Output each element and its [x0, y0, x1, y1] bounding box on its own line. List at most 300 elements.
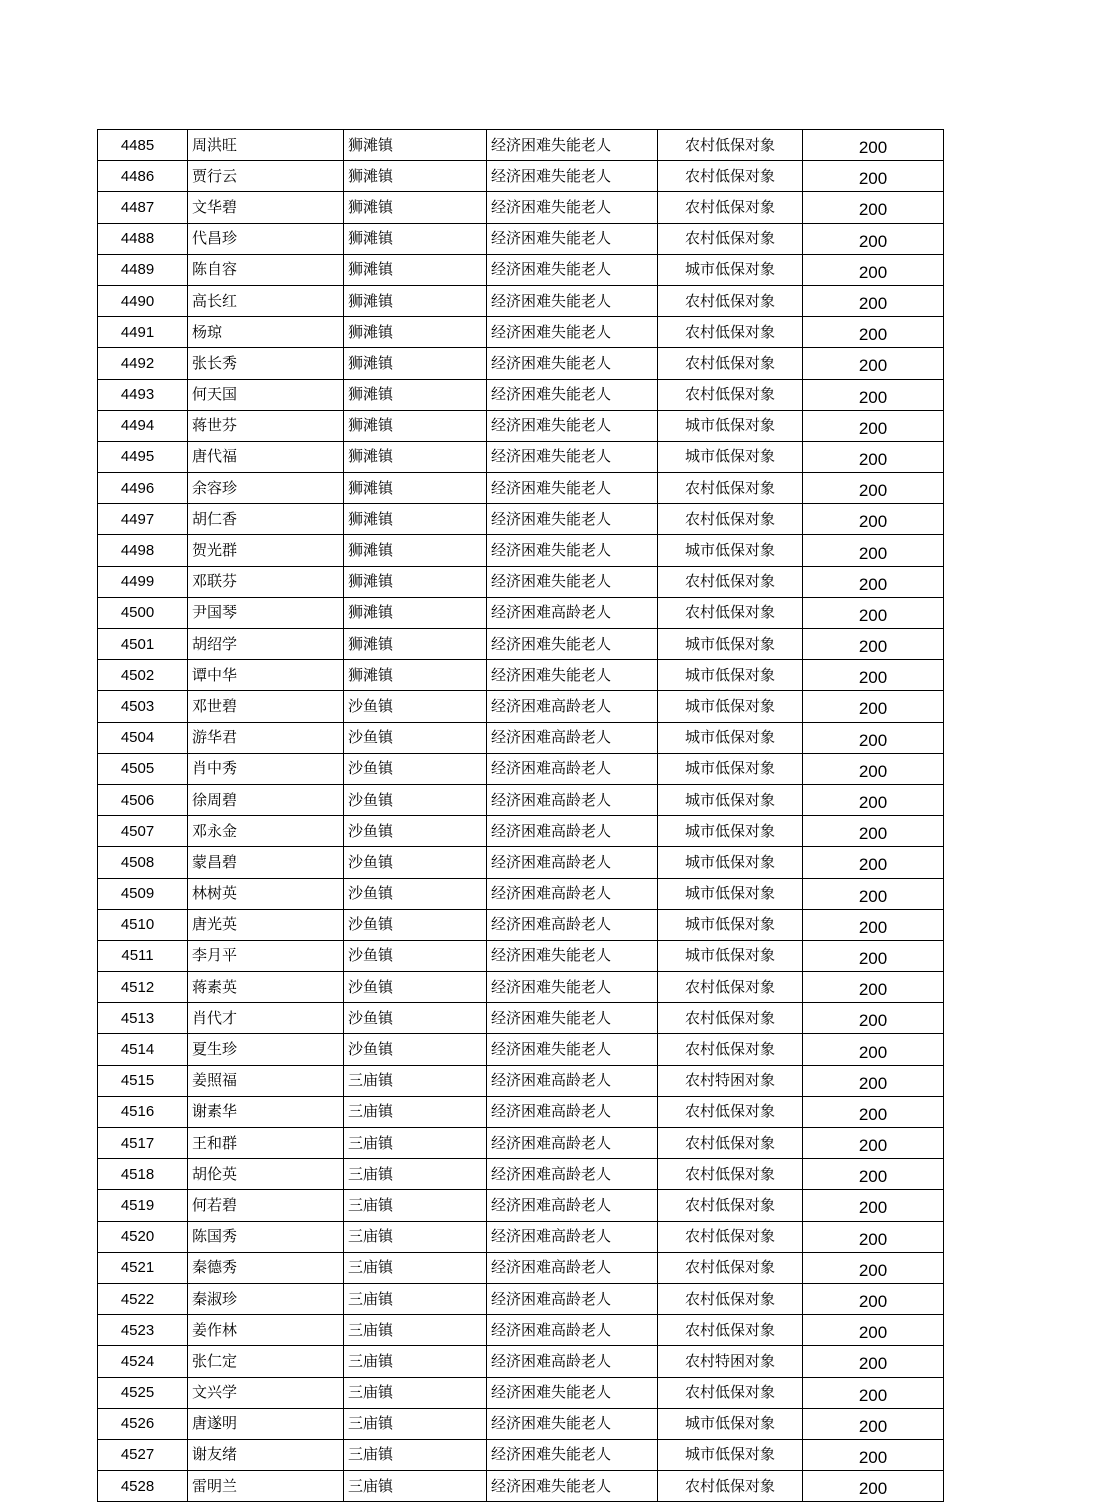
elder-type-cell: 经济困难失能老人: [487, 504, 658, 535]
name-cell: 徐周碧: [188, 784, 344, 815]
table-row: [98, 535, 944, 566]
name-cell: 张仁定: [188, 1346, 344, 1377]
town-cell: 三庙镇: [344, 1252, 487, 1283]
table-row: [98, 1315, 944, 1346]
assistance-category-cell: 农村低保对象: [658, 379, 803, 410]
town-cell: 沙鱼镇: [344, 972, 487, 1003]
table-row: [98, 473, 944, 504]
serial-number-cell: 4513: [98, 1003, 188, 1034]
amount-cell: 200: [803, 285, 944, 316]
town-cell: 狮滩镇: [344, 597, 487, 628]
table-row: [98, 847, 944, 878]
serial-number-cell: 4495: [98, 441, 188, 472]
table-row: [98, 722, 944, 753]
amount-cell: 200: [803, 1034, 944, 1065]
name-cell: 文兴学: [188, 1377, 344, 1408]
name-cell: 何天国: [188, 379, 344, 410]
amount-cell: 200: [803, 1096, 944, 1127]
assistance-category-cell: 城市低保对象: [658, 660, 803, 691]
amount-cell: 200: [803, 1408, 944, 1439]
town-cell: 狮滩镇: [344, 192, 487, 223]
amount-cell: 200: [803, 1128, 944, 1159]
serial-number-cell: 4503: [98, 691, 188, 722]
assistance-category-cell: 农村低保对象: [658, 972, 803, 1003]
table-row: [98, 1439, 944, 1470]
elder-type-cell: 经济困难失能老人: [487, 660, 658, 691]
table-row: [98, 691, 944, 722]
assistance-category-cell: 农村低保对象: [658, 1128, 803, 1159]
amount-cell: 200: [803, 1065, 944, 1096]
serial-number-cell: 4518: [98, 1159, 188, 1190]
name-cell: 雷明兰: [188, 1471, 344, 1502]
assistance-category-cell: 城市低保对象: [658, 940, 803, 971]
assistance-category-cell: 农村特困对象: [658, 1346, 803, 1377]
town-cell: 沙鱼镇: [344, 722, 487, 753]
name-cell: 秦淑珍: [188, 1283, 344, 1314]
town-cell: 沙鱼镇: [344, 691, 487, 722]
table-body: [98, 130, 944, 1502]
table-row: [98, 784, 944, 815]
name-cell: 谢友绪: [188, 1439, 344, 1470]
serial-number-cell: 4519: [98, 1190, 188, 1221]
town-cell: 三庙镇: [344, 1159, 487, 1190]
serial-number-cell: 4486: [98, 161, 188, 192]
amount-cell: 200: [803, 192, 944, 223]
elder-type-cell: 经济困难失能老人: [487, 1439, 658, 1470]
name-cell: 唐光英: [188, 909, 344, 940]
town-cell: 沙鱼镇: [344, 784, 487, 815]
amount-cell: 200: [803, 566, 944, 597]
elder-type-cell: 经济困难失能老人: [487, 130, 658, 161]
serial-number-cell: 4525: [98, 1377, 188, 1408]
assistance-category-cell: 农村低保对象: [658, 1471, 803, 1502]
table-row: [98, 1471, 944, 1502]
assistance-category-cell: 农村低保对象: [658, 130, 803, 161]
serial-number-cell: 4487: [98, 192, 188, 223]
elder-type-cell: 经济困难高龄老人: [487, 691, 658, 722]
assistance-category-cell: 农村低保对象: [658, 504, 803, 535]
assistance-category-cell: 农村低保对象: [658, 285, 803, 316]
subsidy-table: [97, 129, 944, 1502]
assistance-category-cell: 城市低保对象: [658, 847, 803, 878]
assistance-category-cell: 农村低保对象: [658, 1096, 803, 1127]
name-cell: 代昌珍: [188, 223, 344, 254]
table-row: [98, 1408, 944, 1439]
name-cell: 周洪旺: [188, 130, 344, 161]
serial-number-cell: 4494: [98, 410, 188, 441]
assistance-category-cell: 农村低保对象: [658, 223, 803, 254]
table-row: [98, 909, 944, 940]
town-cell: 三庙镇: [344, 1346, 487, 1377]
assistance-category-cell: 农村低保对象: [658, 597, 803, 628]
amount-cell: 200: [803, 1315, 944, 1346]
elder-type-cell: 经济困难高龄老人: [487, 1096, 658, 1127]
assistance-category-cell: 农村低保对象: [658, 317, 803, 348]
assistance-category-cell: 农村低保对象: [658, 1377, 803, 1408]
serial-number-cell: 4523: [98, 1315, 188, 1346]
serial-number-cell: 4517: [98, 1128, 188, 1159]
town-cell: 狮滩镇: [344, 441, 487, 472]
assistance-category-cell: 农村低保对象: [658, 192, 803, 223]
amount-cell: 200: [803, 784, 944, 815]
elder-type-cell: 经济困难失能老人: [487, 940, 658, 971]
assistance-category-cell: 农村低保对象: [658, 473, 803, 504]
amount-cell: 200: [803, 1471, 944, 1502]
elder-type-cell: 经济困难失能老人: [487, 535, 658, 566]
table-row: [98, 1159, 944, 1190]
town-cell: 狮滩镇: [344, 348, 487, 379]
table-row: [98, 629, 944, 660]
name-cell: 唐遂明: [188, 1408, 344, 1439]
name-cell: 贾行云: [188, 161, 344, 192]
serial-number-cell: 4527: [98, 1439, 188, 1470]
table-row: [98, 254, 944, 285]
name-cell: 邓联芬: [188, 566, 344, 597]
assistance-category-cell: 城市低保对象: [658, 1408, 803, 1439]
serial-number-cell: 4485: [98, 130, 188, 161]
town-cell: 狮滩镇: [344, 161, 487, 192]
elder-type-cell: 经济困难失能老人: [487, 223, 658, 254]
elder-type-cell: 经济困难失能老人: [487, 285, 658, 316]
name-cell: 胡仁香: [188, 504, 344, 535]
table-row: [98, 816, 944, 847]
name-cell: 何若碧: [188, 1190, 344, 1221]
name-cell: 王和群: [188, 1128, 344, 1159]
assistance-category-cell: 城市低保对象: [658, 909, 803, 940]
elder-type-cell: 经济困难高龄老人: [487, 1221, 658, 1252]
serial-number-cell: 4505: [98, 753, 188, 784]
elder-type-cell: 经济困难失能老人: [487, 566, 658, 597]
elder-type-cell: 经济困难失能老人: [487, 317, 658, 348]
name-cell: 夏生珍: [188, 1034, 344, 1065]
name-cell: 余容珍: [188, 473, 344, 504]
elder-type-cell: 经济困难高龄老人: [487, 816, 658, 847]
table-row: [98, 1283, 944, 1314]
amount-cell: 200: [803, 504, 944, 535]
elder-type-cell: 经济困难失能老人: [487, 1471, 658, 1502]
town-cell: 狮滩镇: [344, 535, 487, 566]
serial-number-cell: 4493: [98, 379, 188, 410]
table-row: [98, 348, 944, 379]
town-cell: 狮滩镇: [344, 473, 487, 504]
serial-number-cell: 4528: [98, 1471, 188, 1502]
name-cell: 邓永金: [188, 816, 344, 847]
assistance-category-cell: 农村特困对象: [658, 1065, 803, 1096]
serial-number-cell: 4490: [98, 285, 188, 316]
amount-cell: 200: [803, 1283, 944, 1314]
town-cell: 沙鱼镇: [344, 1034, 487, 1065]
name-cell: 姜照福: [188, 1065, 344, 1096]
elder-type-cell: 经济困难高龄老人: [487, 1283, 658, 1314]
town-cell: 沙鱼镇: [344, 753, 487, 784]
amount-cell: 200: [803, 940, 944, 971]
assistance-category-cell: 城市低保对象: [658, 629, 803, 660]
amount-cell: 200: [803, 691, 944, 722]
table-row: [98, 1003, 944, 1034]
assistance-category-cell: 城市低保对象: [658, 816, 803, 847]
amount-cell: 200: [803, 629, 944, 660]
table-row: [98, 1252, 944, 1283]
name-cell: 唐代福: [188, 441, 344, 472]
assistance-category-cell: 城市低保对象: [658, 410, 803, 441]
assistance-category-cell: 城市低保对象: [658, 722, 803, 753]
serial-number-cell: 4512: [98, 972, 188, 1003]
table-row: [98, 285, 944, 316]
elder-type-cell: 经济困难高龄老人: [487, 1190, 658, 1221]
serial-number-cell: 4489: [98, 254, 188, 285]
serial-number-cell: 4491: [98, 317, 188, 348]
elder-type-cell: 经济困难高龄老人: [487, 753, 658, 784]
serial-number-cell: 4501: [98, 629, 188, 660]
elder-type-cell: 经济困难失能老人: [487, 348, 658, 379]
assistance-category-cell: 城市低保对象: [658, 535, 803, 566]
assistance-category-cell: 城市低保对象: [658, 441, 803, 472]
elder-type-cell: 经济困难高龄老人: [487, 722, 658, 753]
amount-cell: 200: [803, 473, 944, 504]
elder-type-cell: 经济困难失能老人: [487, 1408, 658, 1439]
table-row: [98, 597, 944, 628]
serial-number-cell: 4508: [98, 847, 188, 878]
town-cell: 三庙镇: [344, 1471, 487, 1502]
table-row: [98, 504, 944, 535]
town-cell: 三庙镇: [344, 1221, 487, 1252]
town-cell: 沙鱼镇: [344, 909, 487, 940]
table-row: [98, 1128, 944, 1159]
serial-number-cell: 4488: [98, 223, 188, 254]
town-cell: 沙鱼镇: [344, 816, 487, 847]
amount-cell: 200: [803, 410, 944, 441]
name-cell: 蒋素英: [188, 972, 344, 1003]
town-cell: 狮滩镇: [344, 254, 487, 285]
elder-type-cell: 经济困难失能老人: [487, 192, 658, 223]
amount-cell: 200: [803, 1346, 944, 1377]
serial-number-cell: 4499: [98, 566, 188, 597]
elder-type-cell: 经济困难高龄老人: [487, 909, 658, 940]
elder-type-cell: 经济困难失能老人: [487, 410, 658, 441]
assistance-category-cell: 农村低保对象: [658, 1315, 803, 1346]
amount-cell: 200: [803, 1252, 944, 1283]
assistance-category-cell: 农村低保对象: [658, 1283, 803, 1314]
name-cell: 胡伦英: [188, 1159, 344, 1190]
amount-cell: 200: [803, 1159, 944, 1190]
serial-number-cell: 4526: [98, 1408, 188, 1439]
serial-number-cell: 4521: [98, 1252, 188, 1283]
elder-type-cell: 经济困难失能老人: [487, 441, 658, 472]
name-cell: 陈自容: [188, 254, 344, 285]
serial-number-cell: 4522: [98, 1283, 188, 1314]
amount-cell: 200: [803, 909, 944, 940]
elder-type-cell: 经济困难高龄老人: [487, 1315, 658, 1346]
town-cell: 狮滩镇: [344, 566, 487, 597]
table-row: [98, 972, 944, 1003]
amount-cell: 200: [803, 753, 944, 784]
name-cell: 李月平: [188, 940, 344, 971]
town-cell: 狮滩镇: [344, 130, 487, 161]
assistance-category-cell: 农村低保对象: [658, 348, 803, 379]
assistance-category-cell: 城市低保对象: [658, 753, 803, 784]
amount-cell: 200: [803, 972, 944, 1003]
town-cell: 三庙镇: [344, 1190, 487, 1221]
serial-number-cell: 4496: [98, 473, 188, 504]
elder-type-cell: 经济困难失能老人: [487, 473, 658, 504]
assistance-category-cell: 城市低保对象: [658, 784, 803, 815]
name-cell: 高长红: [188, 285, 344, 316]
assistance-category-cell: 农村低保对象: [658, 161, 803, 192]
elder-type-cell: 经济困难失能老人: [487, 629, 658, 660]
name-cell: 贺光群: [188, 535, 344, 566]
assistance-category-cell: 城市低保对象: [658, 1439, 803, 1470]
elder-type-cell: 经济困难高龄老人: [487, 847, 658, 878]
assistance-category-cell: 农村低保对象: [658, 1159, 803, 1190]
town-cell: 狮滩镇: [344, 285, 487, 316]
town-cell: 三庙镇: [344, 1439, 487, 1470]
elder-type-cell: 经济困难高龄老人: [487, 1252, 658, 1283]
name-cell: 尹国琴: [188, 597, 344, 628]
elder-type-cell: 经济困难失能老人: [487, 1034, 658, 1065]
serial-number-cell: 4511: [98, 940, 188, 971]
assistance-category-cell: 农村低保对象: [658, 566, 803, 597]
table-row: [98, 878, 944, 909]
town-cell: 三庙镇: [344, 1377, 487, 1408]
elder-type-cell: 经济困难高龄老人: [487, 597, 658, 628]
table-row: [98, 1034, 944, 1065]
amount-cell: 200: [803, 847, 944, 878]
assistance-category-cell: 城市低保对象: [658, 254, 803, 285]
town-cell: 三庙镇: [344, 1128, 487, 1159]
amount-cell: 200: [803, 130, 944, 161]
elder-type-cell: 经济困难失能老人: [487, 1377, 658, 1408]
table-row: [98, 1096, 944, 1127]
amount-cell: 200: [803, 1221, 944, 1252]
name-cell: 蒋世芬: [188, 410, 344, 441]
table-row: [98, 130, 944, 161]
amount-cell: 200: [803, 1439, 944, 1470]
town-cell: 狮滩镇: [344, 504, 487, 535]
table-row: [98, 192, 944, 223]
elder-type-cell: 经济困难失能老人: [487, 161, 658, 192]
table-row: [98, 753, 944, 784]
amount-cell: 200: [803, 441, 944, 472]
name-cell: 谢素华: [188, 1096, 344, 1127]
serial-number-cell: 4515: [98, 1065, 188, 1096]
town-cell: 狮滩镇: [344, 629, 487, 660]
serial-number-cell: 4524: [98, 1346, 188, 1377]
table-row: [98, 660, 944, 691]
elder-type-cell: 经济困难高龄老人: [487, 1346, 658, 1377]
table-row: [98, 1190, 944, 1221]
amount-cell: 200: [803, 254, 944, 285]
name-cell: 姜作林: [188, 1315, 344, 1346]
name-cell: 谭中华: [188, 660, 344, 691]
elder-type-cell: 经济困难高龄老人: [487, 1128, 658, 1159]
table-row: [98, 1221, 944, 1252]
serial-number-cell: 4507: [98, 816, 188, 847]
table-row: [98, 566, 944, 597]
assistance-category-cell: 农村低保对象: [658, 1190, 803, 1221]
serial-number-cell: 4498: [98, 535, 188, 566]
assistance-category-cell: 农村低保对象: [658, 1034, 803, 1065]
serial-number-cell: 4516: [98, 1096, 188, 1127]
assistance-category-cell: 农村低保对象: [658, 1003, 803, 1034]
town-cell: 狮滩镇: [344, 410, 487, 441]
town-cell: 狮滩镇: [344, 317, 487, 348]
table-row: [98, 441, 944, 472]
amount-cell: 200: [803, 1003, 944, 1034]
serial-number-cell: 4497: [98, 504, 188, 535]
amount-cell: 200: [803, 223, 944, 254]
amount-cell: 200: [803, 878, 944, 909]
amount-cell: 200: [803, 535, 944, 566]
town-cell: 三庙镇: [344, 1283, 487, 1314]
town-cell: 沙鱼镇: [344, 1003, 487, 1034]
name-cell: 邓世碧: [188, 691, 344, 722]
table-row: [98, 1065, 944, 1096]
town-cell: 三庙镇: [344, 1408, 487, 1439]
table-row: [98, 379, 944, 410]
amount-cell: 200: [803, 161, 944, 192]
elder-type-cell: 经济困难高龄老人: [487, 784, 658, 815]
table-row: [98, 940, 944, 971]
amount-cell: 200: [803, 597, 944, 628]
elder-type-cell: 经济困难高龄老人: [487, 1065, 658, 1096]
town-cell: 沙鱼镇: [344, 878, 487, 909]
serial-number-cell: 4506: [98, 784, 188, 815]
serial-number-cell: 4520: [98, 1221, 188, 1252]
table-row: [98, 161, 944, 192]
table-row: [98, 410, 944, 441]
town-cell: 狮滩镇: [344, 660, 487, 691]
table-row: [98, 1377, 944, 1408]
table-row: [98, 317, 944, 348]
name-cell: 陈国秀: [188, 1221, 344, 1252]
elder-type-cell: 经济困难高龄老人: [487, 878, 658, 909]
name-cell: 林树英: [188, 878, 344, 909]
name-cell: 蒙昌碧: [188, 847, 344, 878]
elder-type-cell: 经济困难高龄老人: [487, 1159, 658, 1190]
serial-number-cell: 4509: [98, 878, 188, 909]
name-cell: 肖中秀: [188, 753, 344, 784]
serial-number-cell: 4500: [98, 597, 188, 628]
amount-cell: 200: [803, 348, 944, 379]
name-cell: 胡绍学: [188, 629, 344, 660]
name-cell: 秦德秀: [188, 1252, 344, 1283]
town-cell: 沙鱼镇: [344, 847, 487, 878]
amount-cell: 200: [803, 660, 944, 691]
name-cell: 文华碧: [188, 192, 344, 223]
elder-type-cell: 经济困难失能老人: [487, 1003, 658, 1034]
amount-cell: 200: [803, 1190, 944, 1221]
name-cell: 肖代才: [188, 1003, 344, 1034]
amount-cell: 200: [803, 816, 944, 847]
town-cell: 三庙镇: [344, 1096, 487, 1127]
elder-type-cell: 经济困难失能老人: [487, 379, 658, 410]
amount-cell: 200: [803, 1377, 944, 1408]
assistance-category-cell: 城市低保对象: [658, 878, 803, 909]
serial-number-cell: 4502: [98, 660, 188, 691]
assistance-category-cell: 城市低保对象: [658, 691, 803, 722]
town-cell: 狮滩镇: [344, 223, 487, 254]
assistance-category-cell: 农村低保对象: [658, 1252, 803, 1283]
serial-number-cell: 4510: [98, 909, 188, 940]
name-cell: 杨琼: [188, 317, 344, 348]
table-row: [98, 223, 944, 254]
serial-number-cell: 4492: [98, 348, 188, 379]
name-cell: 游华君: [188, 722, 344, 753]
amount-cell: 200: [803, 317, 944, 348]
elder-type-cell: 经济困难失能老人: [487, 254, 658, 285]
elder-type-cell: 经济困难失能老人: [487, 972, 658, 1003]
town-cell: 三庙镇: [344, 1315, 487, 1346]
